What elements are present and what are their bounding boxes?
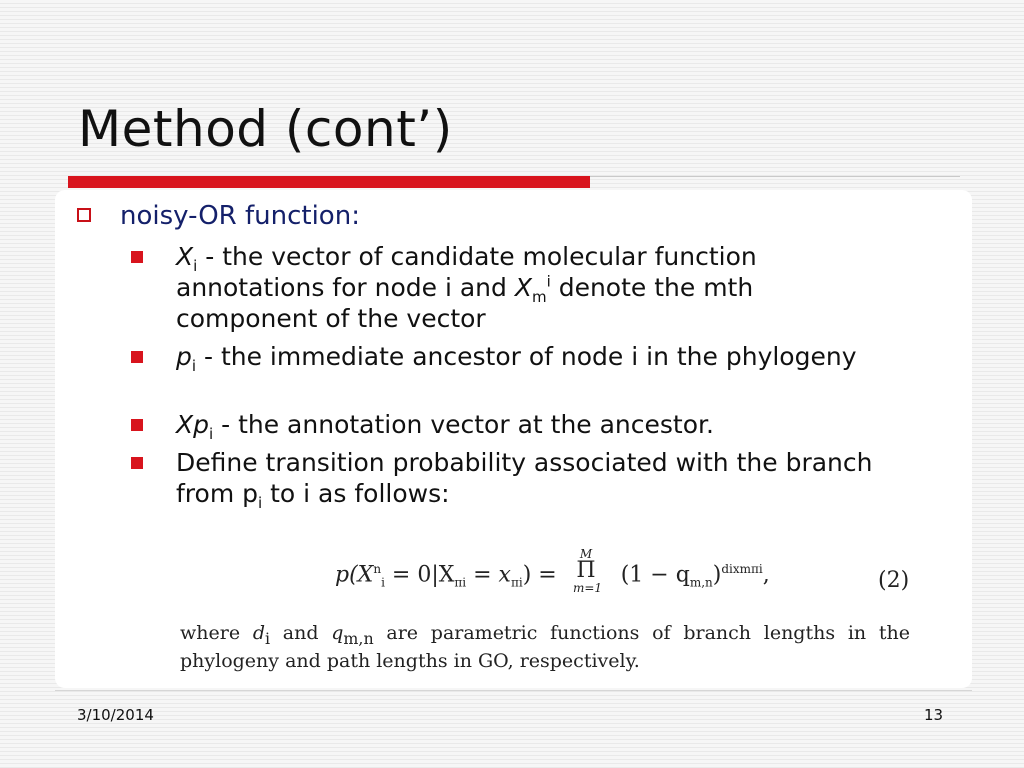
eq-sub-mn: m,n bbox=[689, 575, 713, 590]
where-and: and bbox=[270, 622, 332, 644]
eq-sub-pi: πi bbox=[454, 575, 467, 590]
slide-title: Method (cont’) bbox=[78, 100, 453, 158]
where-q: q bbox=[331, 622, 344, 644]
sub-bullet-transition-text bbox=[176, 447, 887, 512]
eq-mid2: = x bbox=[466, 562, 511, 588]
transition-desc-part1: Define transition probability associated with the branch from p bbox=[176, 448, 873, 508]
sub-bullet-xpi-text bbox=[176, 409, 887, 443]
pi-desc: - the immediate ancestor of node i in the phylogeny bbox=[196, 342, 857, 371]
formula-image bbox=[180, 548, 910, 670]
eq-lhs: p(X bbox=[335, 562, 374, 588]
sub-m: m bbox=[531, 288, 547, 306]
eq-lhs-end: ) = bbox=[522, 562, 557, 588]
sub-i: i bbox=[258, 494, 263, 512]
filled-square-bullet-icon bbox=[131, 457, 143, 469]
sub-bullet-pi bbox=[127, 341, 887, 375]
content-bottom-line bbox=[55, 690, 972, 691]
sub-i: i bbox=[191, 357, 197, 375]
eq-sub-i: i bbox=[381, 575, 385, 590]
where-q-sub: m,n bbox=[343, 628, 374, 648]
eq-sup-n: n bbox=[373, 562, 382, 576]
eq-rhs: (1 − q bbox=[620, 562, 690, 588]
eq-sub-pi2: πi bbox=[510, 575, 523, 590]
sub-bullet-xi-text bbox=[176, 241, 887, 334]
sub-bullet-transition bbox=[127, 447, 887, 512]
var-x: X bbox=[176, 242, 194, 271]
sub-bullet-xi bbox=[127, 241, 887, 334]
equation-number: (2) bbox=[878, 568, 910, 593]
product-operator bbox=[573, 547, 603, 595]
xpi-desc: - the annotation vector at the ancestor. bbox=[213, 410, 714, 439]
sub-i: i bbox=[209, 425, 214, 443]
sub-bullet-xpi bbox=[127, 409, 887, 443]
filled-square-bullet-icon bbox=[131, 251, 143, 263]
eq-rhs-end: , bbox=[762, 562, 770, 588]
where-d: d bbox=[252, 622, 265, 644]
eq-rhs-close: ) bbox=[712, 562, 722, 588]
var-xm: X bbox=[514, 273, 532, 302]
bullet-noisy-or-text: noisy-OR function: bbox=[120, 201, 360, 231]
prod-symbol: Π bbox=[576, 558, 596, 583]
xi-desc-part1: - the vector of candidate molecular function annotations for node i and bbox=[176, 242, 757, 302]
filled-square-bullet-icon bbox=[131, 351, 143, 363]
footer-date: 3/10/2014 bbox=[77, 706, 154, 724]
eq-mid: = 0|X bbox=[384, 562, 455, 588]
hollow-square-bullet-icon bbox=[77, 208, 91, 222]
eq-exponent: dixmπi bbox=[721, 562, 763, 576]
xi-desc-part2: denote the mth component of the vector bbox=[176, 273, 754, 333]
sup-i: i bbox=[546, 272, 551, 291]
var-xp: Xp bbox=[176, 410, 209, 439]
sub-bullet-pi-text bbox=[176, 341, 887, 375]
where-part2: are parametric functions of branch lengths in the phylogeny and path lengths in GO, respectively. bbox=[180, 622, 910, 672]
where-d-sub: i bbox=[264, 628, 271, 648]
prod-upper-limit: M bbox=[579, 547, 593, 561]
filled-square-bullet-icon bbox=[131, 419, 143, 431]
prod-lower-limit: m=1 bbox=[573, 581, 603, 595]
var-p: p bbox=[176, 342, 192, 371]
where-part1: where bbox=[180, 622, 253, 644]
footer-page-number: 13 bbox=[924, 706, 944, 724]
title-accent-bar bbox=[68, 176, 590, 188]
transition-desc-part2: to i as follows: bbox=[262, 479, 450, 508]
formula-explanation bbox=[180, 622, 910, 673]
sub-i: i bbox=[193, 257, 198, 275]
bullet-noisy-or bbox=[77, 201, 360, 231]
equation bbox=[335, 562, 770, 590]
